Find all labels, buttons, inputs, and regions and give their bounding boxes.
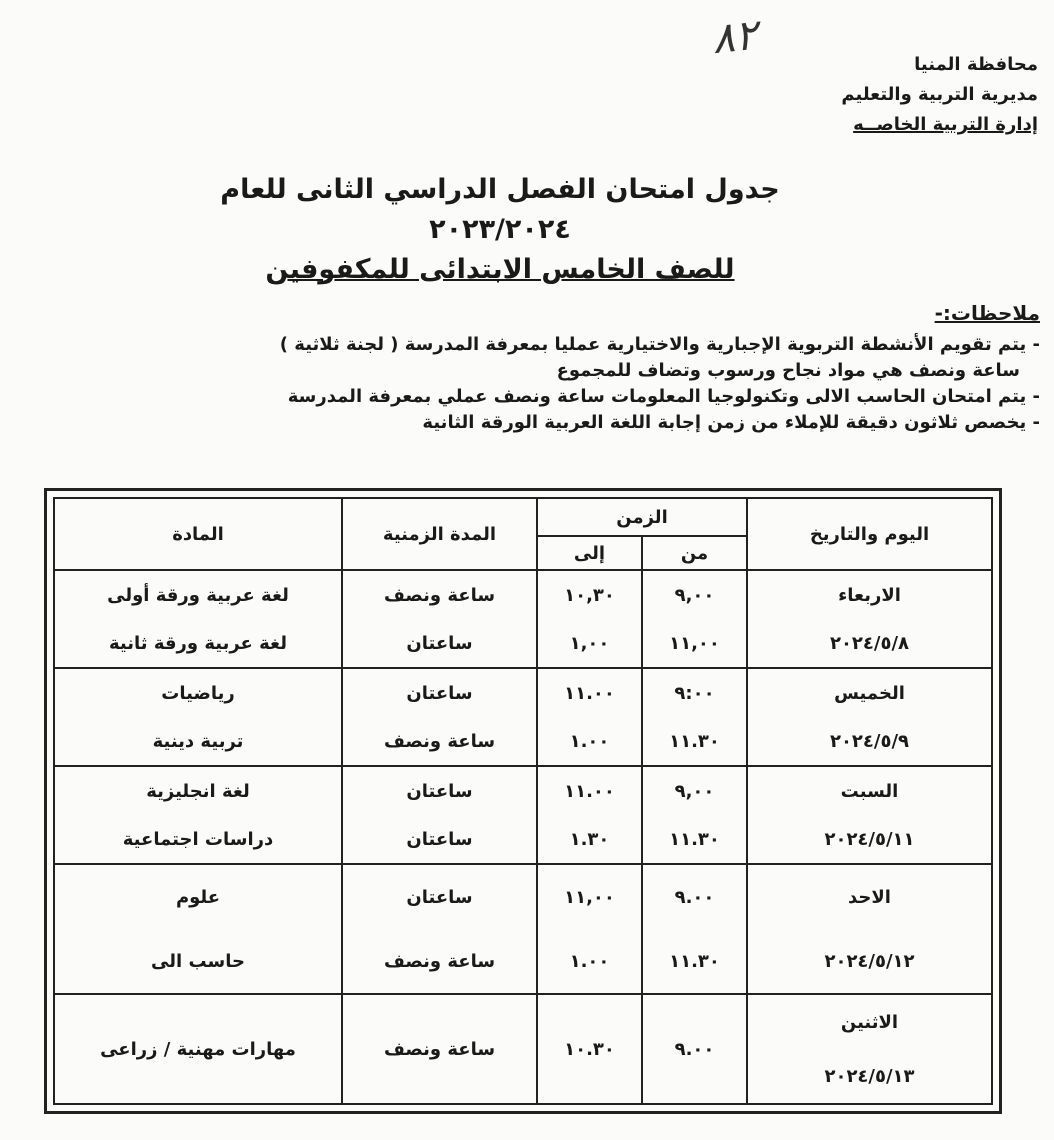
time-to-value: ١١,٠٠: [564, 886, 615, 908]
day-date-cell: [747, 994, 992, 1104]
time-to-value: ١,٠٠: [569, 632, 610, 654]
table-row: [54, 994, 992, 1104]
time-from-value: ٩.٠٠: [674, 1038, 715, 1060]
table-row: [54, 864, 992, 994]
time-to-cell: [537, 570, 642, 668]
header-duration: المدة الزمنية: [342, 498, 537, 570]
notes-section: [180, 300, 1040, 436]
header-subject: المادة: [54, 498, 342, 570]
time-from-value: ١١.٣٠: [669, 730, 720, 752]
time-from-value: ١١.٣٠: [669, 950, 720, 972]
duration-value: ساعة ونصف: [383, 584, 496, 606]
day-date-cell: [747, 766, 992, 864]
day-label: الاربعاء: [838, 584, 901, 606]
duration-value: ساعتان: [406, 886, 473, 908]
subject-value: دراسات اجتماعية: [122, 828, 274, 850]
note-item: ساعة ونصف هي مواد نجاح ورسوب وتضاف للمجموع: [556, 360, 1020, 381]
time-from-cell: [642, 570, 747, 668]
exam-schedule-table: [53, 497, 993, 1105]
subject-value: لغة عربية ورقة ثانية: [109, 632, 287, 654]
day-date-cell: [747, 668, 992, 766]
duration-cell: [342, 766, 537, 864]
duration-value: ساعتان: [406, 632, 473, 654]
day-label: الاحد: [848, 886, 891, 908]
header-time: الزمن: [537, 498, 747, 536]
duration-value: ساعة ونصف: [383, 950, 496, 972]
day-date-cell: [747, 864, 992, 994]
time-from-value: ٩.٠٠: [674, 886, 715, 908]
table-row: [54, 570, 992, 668]
note-item: - يتم امتحان الحاسب الالى وتكنولوجيا المعلومات ساعة ونصف عملي بمعرفة المدرسة: [287, 386, 1040, 407]
directorate-label: مديرية التربية والتعليم: [841, 84, 1038, 105]
header-from: من: [642, 536, 747, 570]
time-from-cell: [642, 864, 747, 994]
date-label: ٢٠٢٤/٥/٩: [829, 730, 910, 752]
time-to-value: ١١.٠٠: [564, 780, 615, 802]
date-label: ٢٠٢٤/٥/١٢: [824, 950, 915, 972]
time-to-cell: [537, 668, 642, 766]
time-to-value: ١.٠٠: [569, 730, 610, 752]
governorate-label: محافظة المنيا: [914, 54, 1038, 75]
time-from-value: ٩:٠٠: [674, 682, 715, 704]
duration-cell: [342, 864, 537, 994]
title-line-2: للصف الخامس الابتدائى للمكفوفين: [265, 254, 735, 285]
subject-cell: [54, 668, 342, 766]
subject-cell: [54, 994, 342, 1104]
note-item: - يتم تقويم الأنشطة التربوية الإجبارية والاختيارية عمليا بمعرفة المدرسة ( لجنة ثلاثية ): [279, 334, 1040, 355]
exam-schedule-frame: [44, 488, 1002, 1114]
day-label: الاثنين: [840, 1011, 899, 1033]
subject-cell: [54, 570, 342, 668]
time-from-value: ١١.٣٠: [669, 828, 720, 850]
duration-value: ساعتان: [406, 828, 473, 850]
day-label: الخميس: [834, 682, 905, 704]
day-date-cell: [747, 570, 992, 668]
date-label: ٢٠٢٤/٥/٨: [829, 632, 910, 654]
duration-cell: [342, 668, 537, 766]
duration-value: ساعة ونصف: [383, 730, 496, 752]
subject-value: رياضيات: [161, 682, 235, 704]
duration-value: ساعتان: [406, 780, 473, 802]
subject-value: لغة عربية ورقة أولى: [107, 584, 289, 606]
table-row: [54, 766, 992, 864]
time-to-cell: [537, 994, 642, 1104]
table-row: [54, 668, 992, 766]
notes-heading: ملاحظات:-: [934, 301, 1040, 325]
subject-cell: [54, 864, 342, 994]
time-from-cell: [642, 994, 747, 1104]
time-to-value: ١.٠٠: [569, 950, 610, 972]
handwritten-page-mark: ٨٢: [709, 9, 760, 64]
department-label: إدارة التربية الخاصــه: [853, 114, 1038, 135]
time-from-value: ٩,٠٠: [674, 584, 715, 606]
subject-value: علوم: [175, 886, 221, 908]
subject-value: لغة انجليزية: [146, 780, 250, 802]
note-item: - يخصص ثلاثون دقيقة للإملاء من زمن إجابة اللغة العربية الورقة الثانية: [422, 412, 1040, 433]
date-label: ٢٠٢٤/٥/١١: [824, 828, 915, 850]
duration-value: ساعة ونصف: [383, 1038, 496, 1060]
time-from-value: ٩,٠٠: [674, 780, 715, 802]
header-to: إلى: [537, 536, 642, 570]
time-to-cell: [537, 864, 642, 994]
document-title: [150, 170, 850, 290]
subject-value: مهارات مهنية / زراعى: [100, 1038, 296, 1060]
subject-value: حاسب الى: [151, 950, 245, 972]
header-day-date: اليوم والتاريخ: [747, 498, 992, 570]
time-from-value: ١١,٠٠: [669, 632, 720, 654]
duration-cell: [342, 570, 537, 668]
time-to-cell: [537, 766, 642, 864]
day-label: السبت: [840, 780, 899, 802]
subject-value: تربية دينية: [152, 730, 244, 752]
duration-cell: [342, 994, 537, 1104]
letterhead: [818, 50, 1038, 140]
time-from-cell: [642, 668, 747, 766]
subject-cell: [54, 766, 342, 864]
time-to-value: ١.٣٠: [569, 828, 610, 850]
duration-value: ساعتان: [406, 682, 473, 704]
title-line-1: جدول امتحان الفصل الدراسي الثانى للعام ٢٠٢٣/٢٠٢٤: [220, 174, 780, 245]
time-to-value: ١١.٠٠: [564, 682, 615, 704]
time-to-value: ١٠,٣٠: [564, 584, 615, 606]
date-label: ٢٠٢٤/٥/١٣: [824, 1065, 915, 1087]
time-to-value: ١٠.٣٠: [564, 1038, 615, 1060]
time-from-cell: [642, 766, 747, 864]
